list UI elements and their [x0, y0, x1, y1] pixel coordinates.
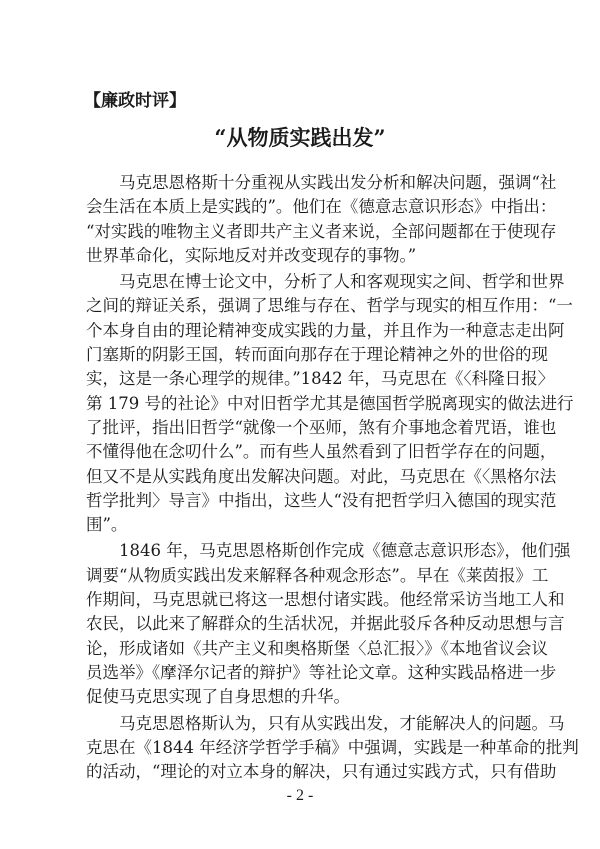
page-number: - 2 - — [286, 787, 314, 804]
text-line: 哲学批判〉导言》中指出，这些人“没有把哲学归入德国的现实范 — [86, 490, 557, 510]
text-line: 实，这是一条心理学的规律。”1842 年，马克思在《〈科隆日报〉 — [86, 369, 555, 389]
text-line: 论，形成诸如《共产主义和奥格斯堡〈总汇报〉》《本地省议会议 — [86, 638, 548, 658]
text-line: 个本身自由的理论精神变成实践的力量，并且作为一种意志走出阿 — [86, 320, 565, 340]
paragraph — [86, 171, 557, 268]
text-line: 克思在《1844 年经济学哲学手稿》中强调，实践是一种革命的批判 — [86, 737, 579, 757]
text-line: 促使马克思实现了自身思想的升华。 — [86, 687, 350, 707]
text-line: 不懂得他在念叨什么”。而有些人虽然看到了旧哲学存在的问题， — [86, 442, 557, 462]
text-line: 调要“从物质实践出发来解释各种观念形态”。早在《莱茵报》工 — [86, 565, 549, 585]
text-line: 马克思恩格斯十分重视从实践出发分析和解决问题，强调“社 — [119, 173, 557, 192]
text-line: 员选举》《摩泽尔记者的辩护》等社论文章。这种实践品格进一步 — [86, 662, 557, 682]
text-line: 会生活在本质上是实践的”。他们在《德意志意识形态》中指出： — [86, 197, 557, 217]
text-line: 第 179 号的社论》中对旧哲学尤其是德国哲学脱离现实的做法进行 — [86, 393, 574, 413]
article-body — [86, 171, 579, 786]
text-line: 围”。 — [86, 515, 128, 535]
text-line: 1846 年，马克思恩格斯创作完成《德意志意识形态》，他们强 — [119, 541, 571, 561]
article-title: “从物质实践出发” — [214, 125, 386, 150]
paragraph — [86, 270, 574, 537]
text-line: 了批评，指出旧哲学“就像一个巫师，煞有介事地念着咒语，谁也 — [86, 417, 557, 437]
text-line: 农民，以此来了解群众的生活状况，并据此驳斥各种反动思想与言 — [86, 614, 565, 634]
column-tag: 【廉政时评】 — [84, 91, 186, 111]
text-line: 但又不是从实践角度出发解决问题。对此，马克思在《〈黑格尔法 — [86, 466, 557, 486]
text-line: 世界革命化，实际地反对并改变现存的事物。” — [86, 245, 417, 265]
text-line: 马克思在博士论文中，分析了人和客观现实之间、哲学和世界 — [119, 272, 565, 292]
text-line: 作期间，马克思就已将这一思想付诸实践。他经常采访当地工人和 — [86, 590, 565, 610]
paragraph — [86, 712, 579, 785]
text-line: 的活动，“理论的对立本身的解决，只有通过实践方式，只有借助 — [86, 762, 557, 782]
text-line: 马克思恩格斯认为，只有从实践出发，才能解决人的问题。马 — [119, 713, 565, 733]
text-line: 门塞斯的阴影王国，转而面向那存在于理论精神之外的世俗的现 — [86, 345, 548, 365]
paragraph — [86, 539, 571, 709]
text-line: 之间的辩证关系，强调了思维与存在、哲学与现实的相互作用：“一 — [86, 296, 573, 316]
text-line: “对实践的唯物主义者即共产主义者来说，全部问题都在于使现存 — [86, 221, 557, 241]
